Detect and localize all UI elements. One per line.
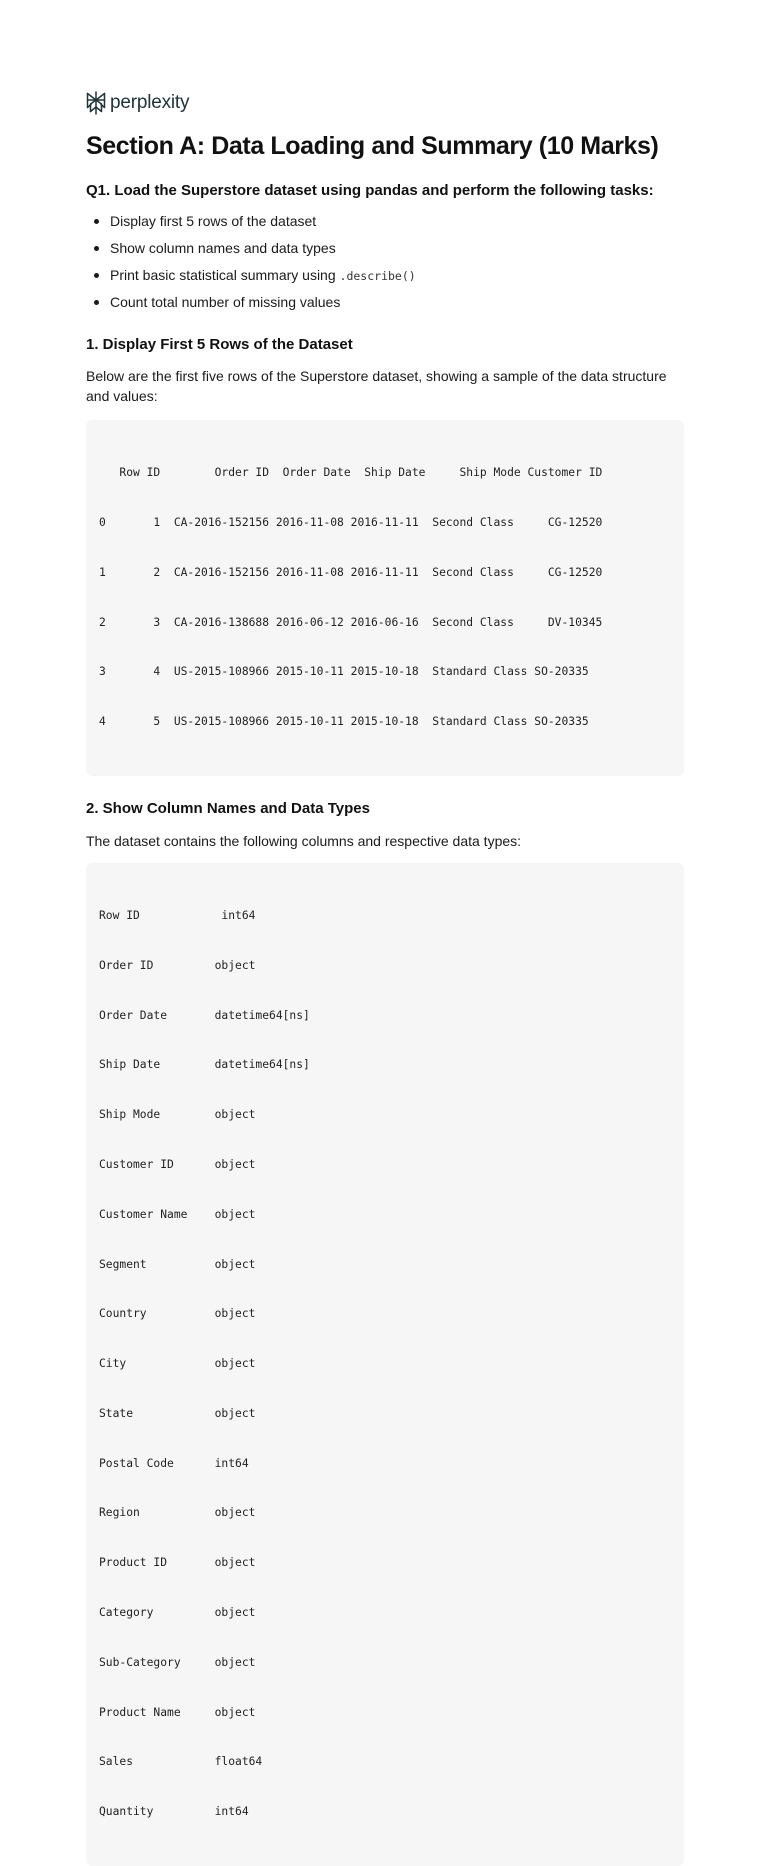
task-item: Count total number of missing values	[86, 292, 684, 319]
code-line: Customer Name object	[99, 1207, 256, 1221]
code-line: Row ID Order ID Order Date Ship Date Ship Mode Customer ID	[99, 466, 603, 480]
code-line: Row ID int64	[99, 909, 256, 923]
code-line: Postal Code int64	[99, 1456, 249, 1470]
code-line: Category object	[99, 1606, 256, 1619]
task-text: Print basic statistical summary using	[110, 267, 340, 283]
task-list	[86, 211, 684, 319]
code-line: Sales float64	[99, 1755, 263, 1769]
brand-logo	[86, 90, 684, 116]
code-line: State object	[99, 1406, 256, 1420]
code-line: City object	[99, 1357, 256, 1371]
code-line: 4 5 US-2015-108966 2015-10-11 2015-10-18 Standard Class SO-20335	[99, 715, 589, 729]
code-line: Quantity int64	[99, 1805, 249, 1819]
code-line: Ship Date datetime64[ns]	[99, 1058, 310, 1072]
section-title: Section A: Data Loading and Summary (10 Marks)	[86, 132, 659, 160]
subsection-title-column-types: 2. Show Column Names and Data Types	[86, 799, 370, 817]
inline-code: .describe()	[339, 269, 416, 283]
document-page	[86, 90, 684, 1866]
code-block-column-types	[86, 863, 684, 1866]
task-item: Display first 5 rows of the dataset	[86, 211, 684, 238]
subsection-description-column-types: The dataset contains the following columns and respective data types:	[86, 832, 522, 849]
code-line: Product ID object	[99, 1556, 256, 1570]
subsection-description-first-rows: Below are the first five rows of the Superstore dataset, showing a sample of the data structure and values:	[86, 368, 667, 404]
code-line: Region object	[99, 1506, 256, 1520]
code-line: Segment object	[99, 1257, 256, 1271]
code-line: Customer ID object	[99, 1157, 256, 1171]
code-line: Order Date datetime64[ns]	[99, 1008, 310, 1022]
code-line: 3 4 US-2015-108966 2015-10-11 2015-10-18 Standard Class SO-20335	[99, 665, 589, 679]
subsection-title-first-rows: 1. Display First 5 Rows of the Dataset	[86, 336, 353, 353]
code-line: Sub-Category object	[99, 1655, 256, 1669]
code-line: Country object	[99, 1307, 256, 1321]
code-line: Ship Mode object	[99, 1108, 256, 1122]
brand-name: perplexity	[110, 92, 190, 113]
code-line: 0 1 CA-2016-152156 2016-11-08 2016-11-11 Second Class CG-12520	[99, 515, 603, 529]
perplexity-logo-icon	[86, 91, 106, 115]
code-line: 1 2 CA-2016-152156 2016-11-08 2016-11-11 Second Class CG-12520	[99, 565, 603, 579]
task-item: Show column names and data types	[86, 238, 684, 265]
code-block-first-rows	[86, 420, 684, 776]
code-line: 2 3 CA-2016-138688 2016-06-12 2016-06-16 Second Class DV-10345	[99, 615, 603, 629]
code-line: Order ID object	[99, 958, 256, 972]
task-item	[86, 265, 684, 292]
question-heading: Q1. Load the Superstore dataset using pandas and perform the following tasks:	[86, 182, 654, 199]
code-line: Product Name object	[99, 1705, 256, 1719]
